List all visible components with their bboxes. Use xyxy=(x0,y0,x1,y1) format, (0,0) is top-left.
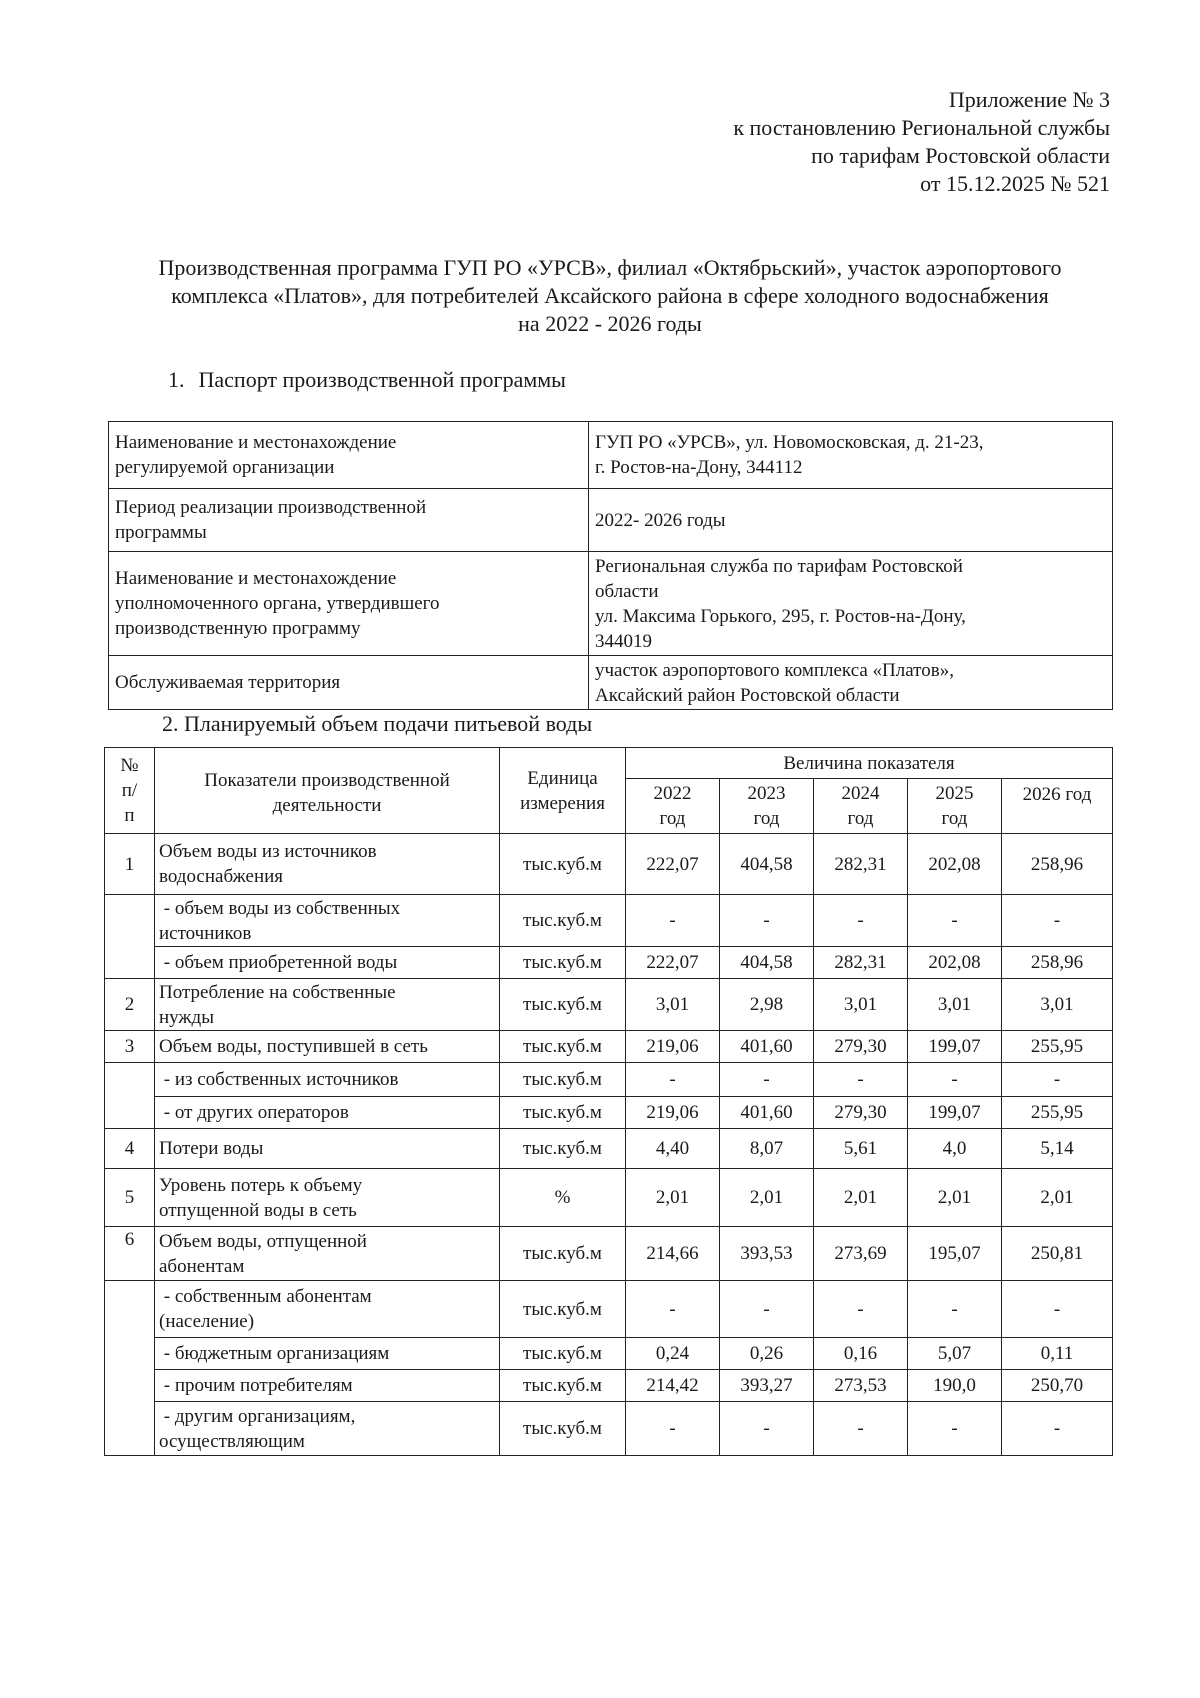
row-number: 6 xyxy=(105,1227,155,1281)
title-line: комплекса «Платов», для потребителей Аксайского района в сфере холодного водоснабжения xyxy=(171,283,1049,308)
header-text: № xyxy=(120,755,139,776)
row-unit: тыс.куб.м xyxy=(500,895,626,947)
table-row xyxy=(105,1227,1113,1281)
annex-line: по тарифам Ростовской области xyxy=(811,143,1110,168)
value-cell: 250,81 xyxy=(1002,1227,1113,1281)
value-cell: 282,31 xyxy=(814,947,908,979)
indicator-line: - от других операторов xyxy=(159,1102,349,1123)
passport-value-line: ул. Максима Горького, 295, г. Ростов-на-Дону, xyxy=(595,605,966,627)
row-number xyxy=(105,895,155,979)
value-cell: - xyxy=(814,1281,908,1338)
value-cell: 8,07 xyxy=(720,1129,814,1169)
row-indicator xyxy=(155,1031,500,1063)
header-text: 2023 xyxy=(747,783,786,804)
value-cell: 404,58 xyxy=(720,947,814,979)
row-indicator xyxy=(155,1227,500,1281)
value-cell: - xyxy=(626,895,720,947)
indicator-line: Объем воды, поступившей в сеть xyxy=(159,1036,428,1057)
header-text: год xyxy=(753,808,780,829)
annex-line: Приложение № 3 xyxy=(948,87,1110,112)
passport-label xyxy=(109,489,589,552)
indicator-line: Уровень потерь к объему xyxy=(159,1174,363,1196)
annex-header xyxy=(733,86,1110,198)
value-cell: 3,01 xyxy=(626,979,720,1031)
annex-line: от 15.12.2025 № 521 xyxy=(920,171,1110,196)
row-unit: тыс.куб.м xyxy=(500,1031,626,1063)
table-row xyxy=(105,1169,1113,1227)
passport-value-line: г. Ростов-на-Дону, 344112 xyxy=(595,457,803,478)
row-unit: тыс.куб.м xyxy=(500,834,626,895)
value-cell: - xyxy=(720,1402,814,1456)
value-cell: - xyxy=(908,1281,1002,1338)
indicator-line: - объем воды из собственных xyxy=(159,897,401,919)
row-unit: тыс.куб.м xyxy=(500,1097,626,1129)
row-number xyxy=(105,1281,155,1456)
passport-row xyxy=(109,422,1113,489)
row-unit: тыс.куб.м xyxy=(500,1281,626,1338)
header-text: 2022 xyxy=(653,783,692,804)
passport-value xyxy=(589,552,1113,656)
section-1-heading xyxy=(168,366,566,394)
document-title xyxy=(100,254,1120,338)
value-cell: 202,08 xyxy=(908,834,1002,895)
row-unit: тыс.куб.м xyxy=(500,947,626,979)
value-cell: 393,27 xyxy=(720,1370,814,1402)
table-row xyxy=(105,1097,1113,1129)
row-indicator xyxy=(155,979,500,1031)
indicator-line: нужды xyxy=(159,1006,214,1028)
value-cell: 5,07 xyxy=(908,1338,1002,1370)
value-cell: 4,0 xyxy=(908,1129,1002,1169)
value-cell: 273,53 xyxy=(814,1370,908,1402)
passport-value xyxy=(589,656,1113,710)
passport-label xyxy=(109,422,589,489)
passport-value xyxy=(589,422,1113,489)
value-cell: 2,01 xyxy=(720,1169,814,1227)
section-1-number: 1. xyxy=(168,367,185,392)
passport-label-line: Обслуживаемая территория xyxy=(115,672,341,693)
row-indicator xyxy=(155,1169,500,1227)
value-cell: 3,01 xyxy=(908,979,1002,1031)
value-cell: - xyxy=(1002,1402,1113,1456)
table-row xyxy=(105,1338,1113,1370)
value-cell: 0,16 xyxy=(814,1338,908,1370)
passport-row xyxy=(109,656,1113,710)
table-row xyxy=(105,834,1113,895)
row-number: 4 xyxy=(105,1129,155,1169)
value-cell: - xyxy=(1002,1063,1113,1097)
table-row xyxy=(105,947,1113,979)
value-cell: - xyxy=(626,1281,720,1338)
indicator-line: отпущенной воды в сеть xyxy=(159,1199,357,1221)
passport-label-line: Наименование и местонахождение xyxy=(115,432,397,453)
indicator-line: - из собственных источников xyxy=(159,1069,399,1090)
passport-label xyxy=(109,656,589,710)
row-unit: тыс.куб.м xyxy=(500,1129,626,1169)
passport-row xyxy=(109,552,1113,656)
indicator-line: - другим организациям, xyxy=(159,1405,356,1427)
header-text: Показатели производственной xyxy=(204,770,450,791)
value-cell: 2,98 xyxy=(720,979,814,1031)
header-text: 2025 xyxy=(935,783,974,804)
row-unit: тыс.куб.м xyxy=(500,1370,626,1402)
header-text: п/ xyxy=(121,780,138,801)
header-text: 2024 xyxy=(841,783,880,804)
table-row xyxy=(105,1281,1113,1338)
value-cell: 258,96 xyxy=(1002,947,1113,979)
header-text: год xyxy=(659,808,686,829)
indicator-line: Объем воды из источников xyxy=(159,841,377,862)
value-cell: - xyxy=(814,895,908,947)
value-cell: 222,07 xyxy=(626,834,720,895)
value-cell: - xyxy=(720,1281,814,1338)
table-row xyxy=(105,1129,1113,1169)
section-1-title: Паспорт производственной программы xyxy=(198,367,566,392)
value-cell: - xyxy=(1002,895,1113,947)
header-text: год xyxy=(847,808,874,829)
row-indicator xyxy=(155,1097,500,1129)
table-row xyxy=(105,979,1113,1031)
row-unit: % xyxy=(500,1169,626,1227)
row-number: 2 xyxy=(105,979,155,1031)
value-cell: 5,14 xyxy=(1002,1129,1113,1169)
value-cell: 4,40 xyxy=(626,1129,720,1169)
indicator-line: - собственным абонентам xyxy=(159,1286,372,1307)
table-row xyxy=(105,1402,1113,1456)
indicator-line: - объем приобретенной воды xyxy=(159,952,398,973)
value-cell: - xyxy=(720,1063,814,1097)
indicator-line: осуществляющим xyxy=(159,1430,305,1452)
passport-value-line: Региональная служба по тарифам Ростовской xyxy=(595,555,963,577)
value-cell: 404,58 xyxy=(720,834,814,895)
value-cell: 393,53 xyxy=(720,1227,814,1281)
passport-value-line: ГУП РО «УРСВ», ул. Новомосковская, д. 21-23, xyxy=(595,432,984,453)
passport-label-line: Период реализации производственной xyxy=(115,497,427,518)
value-cell: - xyxy=(814,1402,908,1456)
value-cell: - xyxy=(1002,1281,1113,1338)
water-volume-table xyxy=(104,747,1113,1456)
value-cell: 219,06 xyxy=(626,1031,720,1063)
value-cell: - xyxy=(626,1402,720,1456)
value-cell: 222,07 xyxy=(626,947,720,979)
value-cell: 279,30 xyxy=(814,1097,908,1129)
header-text: деятельности xyxy=(272,795,382,816)
value-cell: - xyxy=(908,895,1002,947)
header-indicator xyxy=(155,748,500,834)
passport-label xyxy=(109,552,589,656)
annex-line: к постановлению Региональной службы xyxy=(733,115,1110,140)
value-cell: 2,01 xyxy=(908,1169,1002,1227)
passport-label-line: регулируемой организации xyxy=(115,457,335,478)
row-unit: тыс.куб.м xyxy=(500,1402,626,1456)
value-cell: 190,0 xyxy=(908,1370,1002,1402)
indicator-line: - бюджетным организациям xyxy=(159,1343,390,1364)
value-cell: 214,66 xyxy=(626,1227,720,1281)
row-number: 1 xyxy=(105,834,155,895)
indicator-line: Потребление на собственные xyxy=(159,981,396,1003)
value-cell: 2,01 xyxy=(1002,1169,1113,1227)
value-cell: 0,26 xyxy=(720,1338,814,1370)
row-indicator xyxy=(155,947,500,979)
row-indicator xyxy=(155,895,500,947)
row-unit: тыс.куб.м xyxy=(500,979,626,1031)
passport-value-line: участок аэропортового комплекса «Платов», xyxy=(595,659,954,681)
header-text: Единица xyxy=(527,767,598,789)
value-cell: 199,07 xyxy=(908,1097,1002,1129)
row-indicator xyxy=(155,834,500,895)
value-cell: 5,61 xyxy=(814,1129,908,1169)
value-cell: 214,42 xyxy=(626,1370,720,1402)
value-cell: 0,24 xyxy=(626,1338,720,1370)
passport-value-line: области xyxy=(595,580,659,602)
value-cell: 195,07 xyxy=(908,1227,1002,1281)
value-cell: 199,07 xyxy=(908,1031,1002,1063)
header-year-2023 xyxy=(720,779,814,834)
passport-label-line: уполномоченного органа, утвердившего xyxy=(115,593,440,614)
header-year-2025 xyxy=(908,779,1002,834)
table-header-row xyxy=(105,748,1113,779)
header-text: п xyxy=(124,805,135,826)
header-year-2022 xyxy=(626,779,720,834)
value-cell: 3,01 xyxy=(814,979,908,1031)
row-indicator xyxy=(155,1063,500,1097)
passport-label-line: производственную программу xyxy=(115,618,361,639)
header-year-2024 xyxy=(814,779,908,834)
header-text: год xyxy=(941,808,968,829)
value-cell: 273,69 xyxy=(814,1227,908,1281)
passport-table xyxy=(108,421,1113,710)
passport-value xyxy=(589,489,1113,552)
row-unit: тыс.куб.м xyxy=(500,1063,626,1097)
row-indicator xyxy=(155,1338,500,1370)
value-cell: 2,01 xyxy=(626,1169,720,1227)
section-2-heading: 2. Планируемый объем подачи питьевой воды xyxy=(162,711,593,736)
indicator-line: Объем воды, отпущенной xyxy=(159,1230,367,1252)
table-row xyxy=(105,1031,1113,1063)
value-cell: - xyxy=(626,1063,720,1097)
table-row xyxy=(105,895,1113,947)
passport-row xyxy=(109,489,1113,552)
indicator-line: Потери воды xyxy=(159,1138,264,1159)
value-cell: 255,95 xyxy=(1002,1031,1113,1063)
value-cell: - xyxy=(814,1063,908,1097)
value-cell: 3,01 xyxy=(1002,979,1113,1031)
title-line: Производственная программа ГУП РО «УРСВ», филиал «Октябрьский», участок аэропортового xyxy=(158,255,1062,280)
row-number: 5 xyxy=(105,1169,155,1227)
value-cell: 258,96 xyxy=(1002,834,1113,895)
row-unit: тыс.куб.м xyxy=(500,1338,626,1370)
value-cell: 219,06 xyxy=(626,1097,720,1129)
passport-value-line: 344019 xyxy=(595,630,652,652)
header-text: измерения xyxy=(520,792,605,814)
value-cell: - xyxy=(720,895,814,947)
indicator-line: (население) xyxy=(159,1311,255,1332)
table-row xyxy=(105,1370,1113,1402)
header-row-number xyxy=(105,748,155,834)
row-number xyxy=(105,1063,155,1129)
header-unit xyxy=(500,748,626,834)
row-indicator xyxy=(155,1281,500,1338)
indicator-line: источников xyxy=(159,922,252,944)
passport-label-line: Наименование и местонахождение xyxy=(115,568,397,589)
row-unit: тыс.куб.м xyxy=(500,1227,626,1281)
indicator-line: - прочим потребителям xyxy=(159,1375,353,1396)
value-cell: 202,08 xyxy=(908,947,1002,979)
indicator-line: абонентам xyxy=(159,1255,245,1277)
passport-value-line: Аксайский район Ростовской области xyxy=(595,684,900,706)
value-cell: 282,31 xyxy=(814,834,908,895)
indicator-line: водоснабжения xyxy=(159,866,284,887)
value-cell: - xyxy=(908,1402,1002,1456)
value-cell: 401,60 xyxy=(720,1031,814,1063)
value-cell: 2,01 xyxy=(814,1169,908,1227)
header-value-group: Величина показателя xyxy=(626,748,1113,779)
passport-value-line: 2022- 2026 годы xyxy=(595,509,726,531)
row-indicator xyxy=(155,1129,500,1169)
passport-label-line: программы xyxy=(115,522,207,543)
table-row xyxy=(105,1063,1113,1097)
value-cell: 255,95 xyxy=(1002,1097,1113,1129)
value-cell: 279,30 xyxy=(814,1031,908,1063)
value-cell: - xyxy=(908,1063,1002,1097)
row-number: 3 xyxy=(105,1031,155,1063)
row-indicator xyxy=(155,1402,500,1456)
title-line: на 2022 - 2026 годы xyxy=(518,311,702,336)
value-cell: 0,11 xyxy=(1002,1338,1113,1370)
value-cell: 401,60 xyxy=(720,1097,814,1129)
value-cell: 250,70 xyxy=(1002,1370,1113,1402)
row-indicator xyxy=(155,1370,500,1402)
header-year-2026: 2026 год xyxy=(1002,779,1113,834)
